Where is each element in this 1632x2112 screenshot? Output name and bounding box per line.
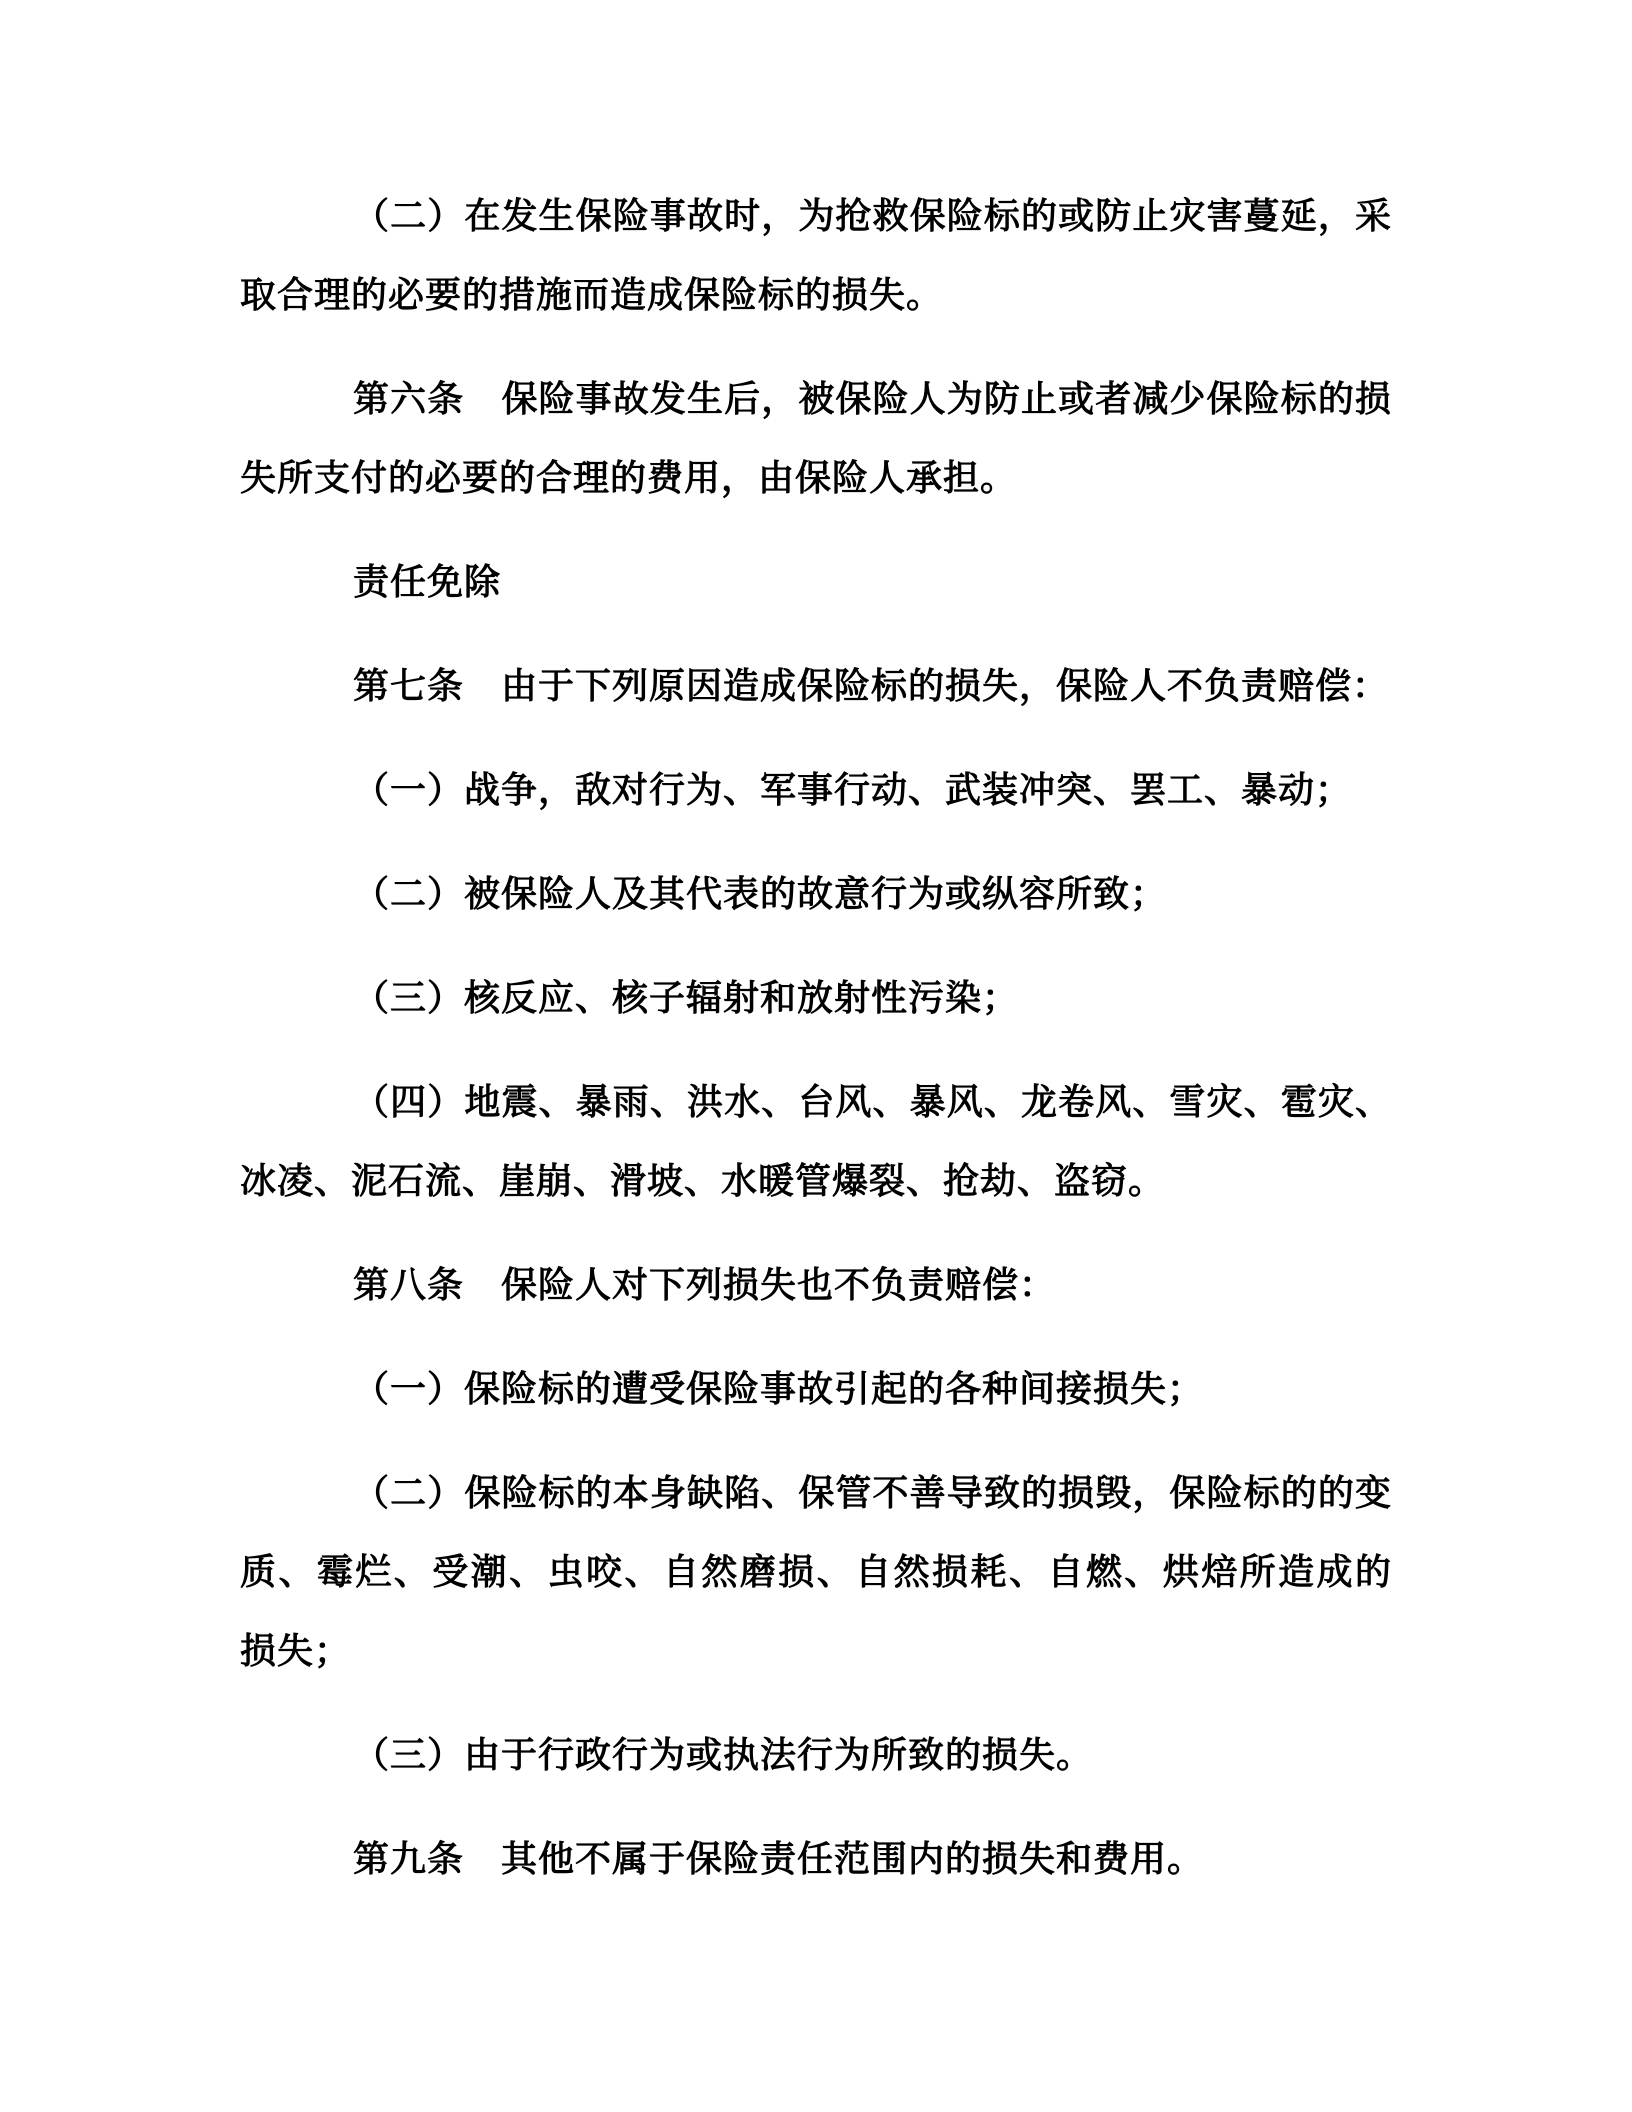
- article-9-paragraph: [240, 1819, 1392, 1898]
- clause-line: （三）核反应、核子辐射和放射性污染；: [353, 977, 1020, 1018]
- clause-line: 第八条 保险人对下列损失也不负责赔偿：: [353, 1264, 1057, 1305]
- exclusion-item-paragraph: [240, 750, 1392, 829]
- article-6-paragraph: [240, 359, 1392, 517]
- exclusion-item-paragraph: [240, 958, 1392, 1037]
- article-8-paragraph: [240, 1245, 1392, 1324]
- exclusion-item-paragraph: [240, 1715, 1392, 1794]
- clause-line: 质、霉烂、受潮、虫咬、自然磨损、自然损耗、自燃、烘焙所造成的: [240, 1551, 1392, 1592]
- clause-line: （二）保险标的本身缺陷、保管不善导致的损毁，保险标的的变: [353, 1472, 1392, 1513]
- clause-line: 第九条 其他不属于保险责任范围内的损失和费用。: [353, 1838, 1205, 1879]
- clause-line: （一）战争，敌对行为、军事行动、武装冲突、罢工、暴动；: [353, 769, 1353, 810]
- exclusion-item-paragraph: [240, 1062, 1392, 1220]
- clause-line: 第七条 由于下列原因造成保险标的损失，保险人不负责赔偿：: [353, 665, 1390, 706]
- clause-line: 损失；: [240, 1630, 352, 1671]
- section-heading-exemptions: [240, 542, 1392, 621]
- article-7-paragraph: [240, 646, 1392, 725]
- clause-line: 取合理的必要的措施而造成保险标的损失。: [240, 274, 944, 315]
- clause-line: （一）保险标的遭受保险事故引起的各种间接损失；: [353, 1368, 1205, 1409]
- exclusion-item-paragraph: [240, 1349, 1392, 1428]
- clause-line: （四）地震、暴雨、洪水、台风、暴风、龙卷风、雪灾、雹灾、: [353, 1081, 1392, 1122]
- clause-line: 冰凌、泥石流、崖崩、滑坡、水暖管爆裂、抢劫、盗窃。: [240, 1160, 1166, 1201]
- section-heading-line: 责任免除: [353, 561, 502, 602]
- clause-line: 第六条 保险事故发生后，被保险人为防止或者减少保险标的损: [353, 378, 1392, 419]
- clause-line: （三）由于行政行为或执法行为所致的损失。: [353, 1734, 1094, 1775]
- list-item-paragraph: [240, 176, 1392, 334]
- exclusion-item-paragraph: [240, 1453, 1392, 1690]
- clause-line: （二）在发生保险事故时，为抢救保险标的或防止灾害蔓延，采: [353, 195, 1392, 236]
- clause-line: 失所支付的必要的合理的费用，由保险人承担。: [240, 457, 1018, 498]
- clause-line: （二）被保险人及其代表的故意行为或纵容所致；: [353, 873, 1168, 914]
- exclusion-item-paragraph: [240, 854, 1392, 933]
